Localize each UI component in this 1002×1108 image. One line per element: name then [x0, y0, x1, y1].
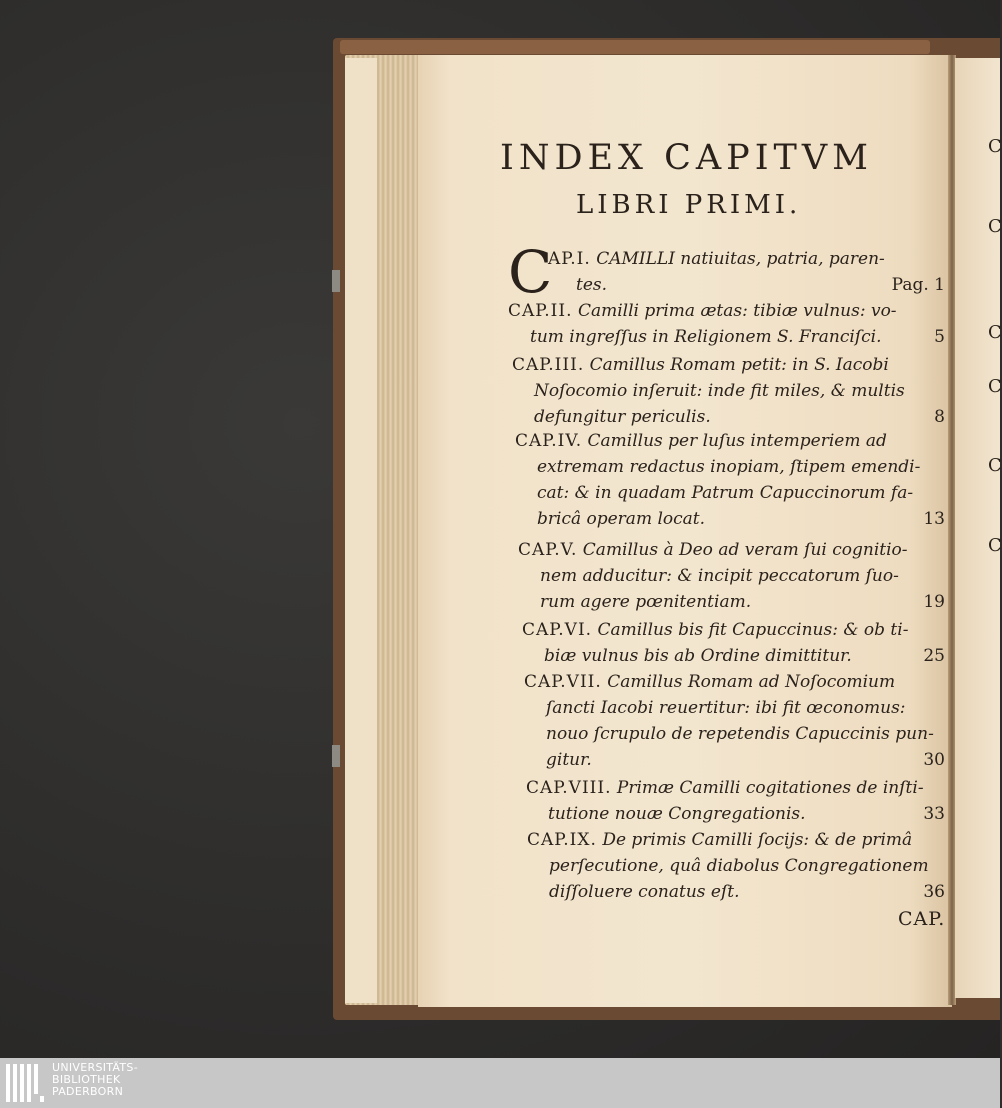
- chapter-title-cont: defungitur periculis.: [534, 407, 711, 427]
- chapter-continuation-line: [512, 378, 945, 404]
- chapter-title-cont: bricâ operam locat.: [537, 509, 706, 529]
- chapter-title-cont: nouo ſcrupulo de repetendis Capuccinis pun-: [546, 724, 934, 744]
- chapter-number: CAP.II.: [508, 301, 573, 321]
- clasp-hinge-top: [332, 270, 340, 292]
- chapter-title: Camillus Romam ad Noſocomium: [607, 672, 896, 692]
- facing-page-letter: C: [988, 216, 1002, 237]
- chapter-first-line: [524, 669, 945, 695]
- chapter-title: Camillus Romam petit: in S. Iacobi: [589, 355, 889, 375]
- chapter-continuation-line: [515, 506, 945, 532]
- chapter-title: CAMILLI natiuitas, patria, paren-: [596, 249, 885, 269]
- chapter-number: AP.I.: [548, 249, 591, 269]
- page-number: 25: [923, 646, 945, 666]
- page-number: 33: [923, 804, 945, 824]
- chapter-title: Camillus per luſus intemperiem ad: [587, 431, 887, 451]
- library-name-line: PADERBORN: [52, 1085, 124, 1098]
- chapter-first-line: [526, 775, 945, 801]
- facing-page-letter: C: [988, 322, 1002, 343]
- chapter-title: De primis Camilli ſocijs: & de primâ: [602, 830, 913, 850]
- facing-page-letter: C: [988, 136, 1002, 157]
- chapter-title: Camillus bis fit Capuccinus: & ob ti-: [597, 620, 909, 640]
- chapter-first-line: [527, 827, 945, 853]
- chapter-first-line: [508, 298, 945, 324]
- chapter-title-cont: gitur.: [546, 750, 592, 770]
- page-number: 30: [923, 750, 945, 770]
- chapter-title-cont: tum ingreſſus in Religionem S. Franciſci.: [530, 327, 882, 347]
- chapter-entry: [526, 775, 945, 827]
- page-number: 8: [934, 407, 945, 427]
- chapter-title-cont: nem adducitur: & incipit peccatorum ſuo-: [540, 566, 899, 586]
- chapter-continuation-line: [512, 404, 945, 430]
- library-name-line: BIBLIOTHEK: [52, 1073, 121, 1086]
- chapter-number: CAP.VIII.: [526, 778, 612, 798]
- chapter-first-line: [518, 537, 945, 563]
- chapter-first-line: [548, 246, 945, 272]
- chapter-entry: [508, 298, 945, 350]
- chapter-number: CAP.III.: [512, 355, 585, 375]
- chapter-title: Camilli prima ætas: tibiæ vulnus: vo-: [577, 301, 897, 321]
- chapter-number: CAP.VII.: [524, 672, 602, 692]
- page-number: 19: [923, 592, 945, 612]
- facing-page-letter: C: [988, 455, 1002, 476]
- page-number: 13: [923, 509, 945, 529]
- chapter-continuation-line: [524, 721, 945, 747]
- chapter-number: CAP.VI.: [522, 620, 593, 640]
- page-number: 36: [923, 882, 945, 902]
- index-subtitle: LIBRI PRIMI.: [576, 190, 802, 220]
- chapter-title: Camillus à Deo ad veram ſui cognitio-: [582, 540, 908, 560]
- chapter-entry: [512, 352, 945, 430]
- chapter-title-cont: diſſoluere conatus eſt.: [549, 882, 740, 902]
- chapter-continuation-line: [524, 695, 945, 721]
- chapter-first-line: [522, 617, 945, 643]
- chapter-entry: [527, 827, 945, 905]
- chapter-entry: [524, 669, 945, 773]
- page-number: Pag. 1: [891, 275, 945, 295]
- catchword: CAP.: [898, 908, 946, 930]
- chapter-entry: [515, 428, 945, 532]
- chapter-entry: [548, 246, 945, 298]
- drop-capital: C: [508, 238, 553, 306]
- facing-page: [955, 58, 1000, 998]
- chapter-continuation-line: [548, 272, 945, 298]
- chapter-title-cont: perſecutione, quâ diabolus Congregationem: [549, 856, 929, 876]
- chapter-title-cont: extremam redactus inopiam, ſtipem emendi-: [537, 457, 921, 477]
- facing-page-letter: C: [988, 376, 1002, 397]
- chapter-title-cont: ſancti Iacobi reuertitur: ibi fit œconomus:: [546, 698, 906, 718]
- chapter-title-cont: biæ vulnus bis ab Ordine dimittitur.: [544, 646, 852, 666]
- chapter-title-cont: cat: & in quadam Patrum Capuccinorum fa-: [537, 483, 914, 503]
- flyleaf: [345, 58, 377, 1003]
- library-logo-icon: [6, 1064, 44, 1102]
- clasp-hinge-bottom: [332, 745, 340, 767]
- chapter-first-line: [512, 352, 945, 378]
- chapter-entry: [522, 617, 945, 669]
- facing-page-letter: C: [988, 535, 1002, 556]
- chapter-entry: [518, 537, 945, 615]
- chapter-continuation-line: [518, 589, 945, 615]
- chapter-continuation-line: [518, 563, 945, 589]
- chapter-continuation-line: [515, 454, 945, 480]
- library-name-line: UNIVERSITÄTS-: [52, 1061, 138, 1074]
- chapter-title-cont: Noſocomio inſeruit: inde fit miles, & multis: [534, 381, 905, 401]
- index-title: INDEX CAPITVM: [500, 138, 873, 178]
- library-name: [52, 1062, 138, 1098]
- page-number: 5: [934, 327, 945, 347]
- chapter-continuation-line: [526, 801, 945, 827]
- chapter-continuation-line: [527, 879, 945, 905]
- chapter-title-cont: rum agere pœnitentiam.: [540, 592, 752, 612]
- chapter-title-cont: tutione nouæ Congregationis.: [548, 804, 806, 824]
- chapter-title: Primæ Camilli cogitationes de inſti-: [616, 778, 924, 798]
- chapter-continuation-line: [524, 747, 945, 773]
- chapter-number: CAP.V.: [518, 540, 578, 560]
- chapter-continuation-line: [527, 853, 945, 879]
- cover-top-edge: [340, 40, 930, 54]
- chapter-number: CAP.IV.: [515, 431, 583, 451]
- library-footer: [0, 1058, 1000, 1108]
- chapter-continuation-line: [508, 324, 945, 350]
- chapter-title-cont: tes.: [576, 275, 608, 295]
- chapter-continuation-line: [515, 480, 945, 506]
- chapter-continuation-line: [522, 643, 945, 669]
- chapter-first-line: [515, 428, 945, 454]
- chapter-number: CAP.IX.: [527, 830, 597, 850]
